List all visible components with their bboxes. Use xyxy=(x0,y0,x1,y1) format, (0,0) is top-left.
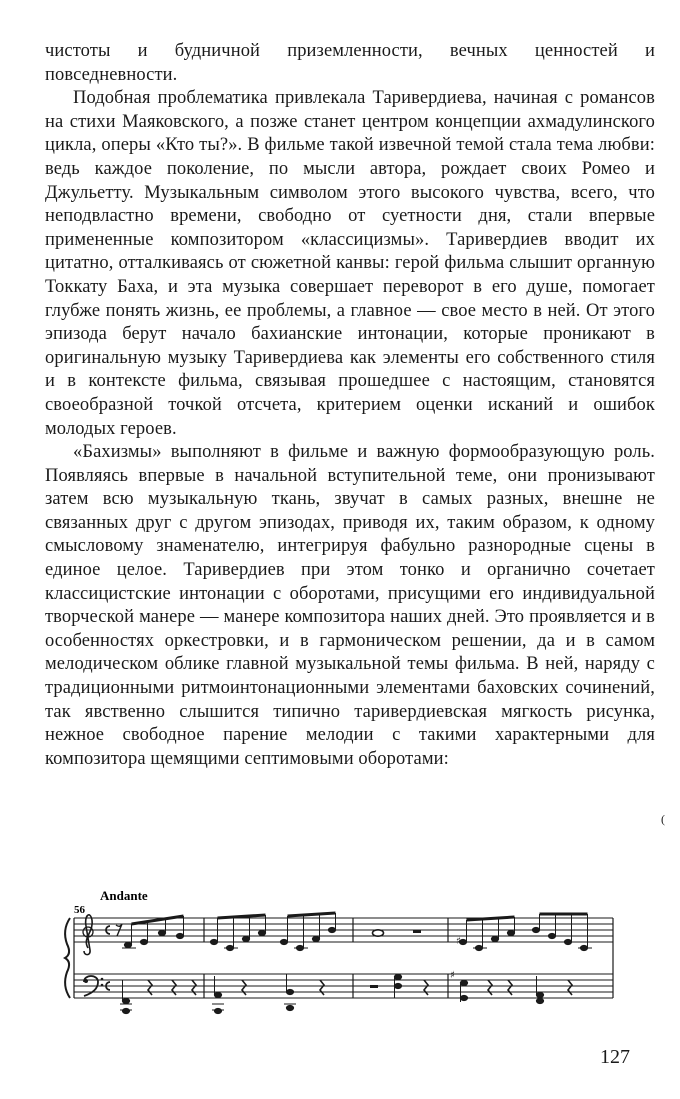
paragraph: «Бахизмы» выполняют в фильме и важную формообразующую роль. Появляясь впервые в начальной вступительной теме, они пронизывают затем всю музыкальную ткань, звучат в самых разных, внешне не связанных друг с другом эпизодах, приводя их, таким образом, к одному смысловому знаменателю, интегрируя фабульно разнородные сцены в единое целое. Таривердиев при этом тонко и органично сочетает классицистские интонации с оборотами, присущими его индивидуальной творческой манере — манере композитора наших дней. Это проявляется и в особенностях оркестровки, и в гармоническом решении, да и в самом мелодическом облике главной музыкальной темы фильма. В ней, наряду с традиционными ритмоинтонационными элементами баховских сочинений, так явственно слышится типично таривердиевская мягкость рисунка, нежное свободное парение мелодии с такими характерными для композитора щемящими септимовыми оборотами: xyxy=(45,442,655,769)
svg-text:♯: ♯ xyxy=(456,936,461,947)
paragraph-continuation: чистоты и будничной приземленности, вечных ценностей и повседневности. xyxy=(45,41,655,85)
bass-staff xyxy=(74,974,613,998)
system-brace xyxy=(65,918,70,998)
treble-clef-icon xyxy=(83,915,93,955)
svg-text:♯: ♯ xyxy=(450,970,455,981)
treble-notes xyxy=(116,913,592,951)
paragraph: Подобная проблематика привлекала Таривердиева, начиная с романсов на стихи Маяковского, а позже станет центром концепции ахмадулинского цикла, оперы «Кто ты?». В фильме такой извечной темой стала тема любви: ведь каждое поколение, по мысли автора, рождает своих Ромео и Джульетту. Музыкальным символом этого высокого чувства, всего, что неподвластно времени, свободно от суетности дня, стали впервые примененные композитором «классицизмы». Таривердиев вводит их цитатно, отталкиваясь от сюжетной канвы: герой фильма слышит органную Токкату Баха, и эта музыка совершает переворот в его душе, помогает глубже понять жизнь, ее проблемы, а главное — свое место в ней. От этого эпизода берут начало бахианские интонации, которые проникают в оригинальную музыку Таривердиева как элементы его собственного стиля и в контексте фильма, связывая прошедшее с настоящим, становятся своеобразной точкой отсчета, критерием оценки исканий и ошибок молодых героев. xyxy=(45,88,655,439)
margin-mark: ( xyxy=(661,812,665,826)
music-example xyxy=(58,880,618,1020)
measure-number: 56 xyxy=(74,904,85,916)
body-text xyxy=(45,40,655,771)
tempo-marking: Andante xyxy=(100,888,148,903)
page-number: 127 xyxy=(600,1046,630,1068)
